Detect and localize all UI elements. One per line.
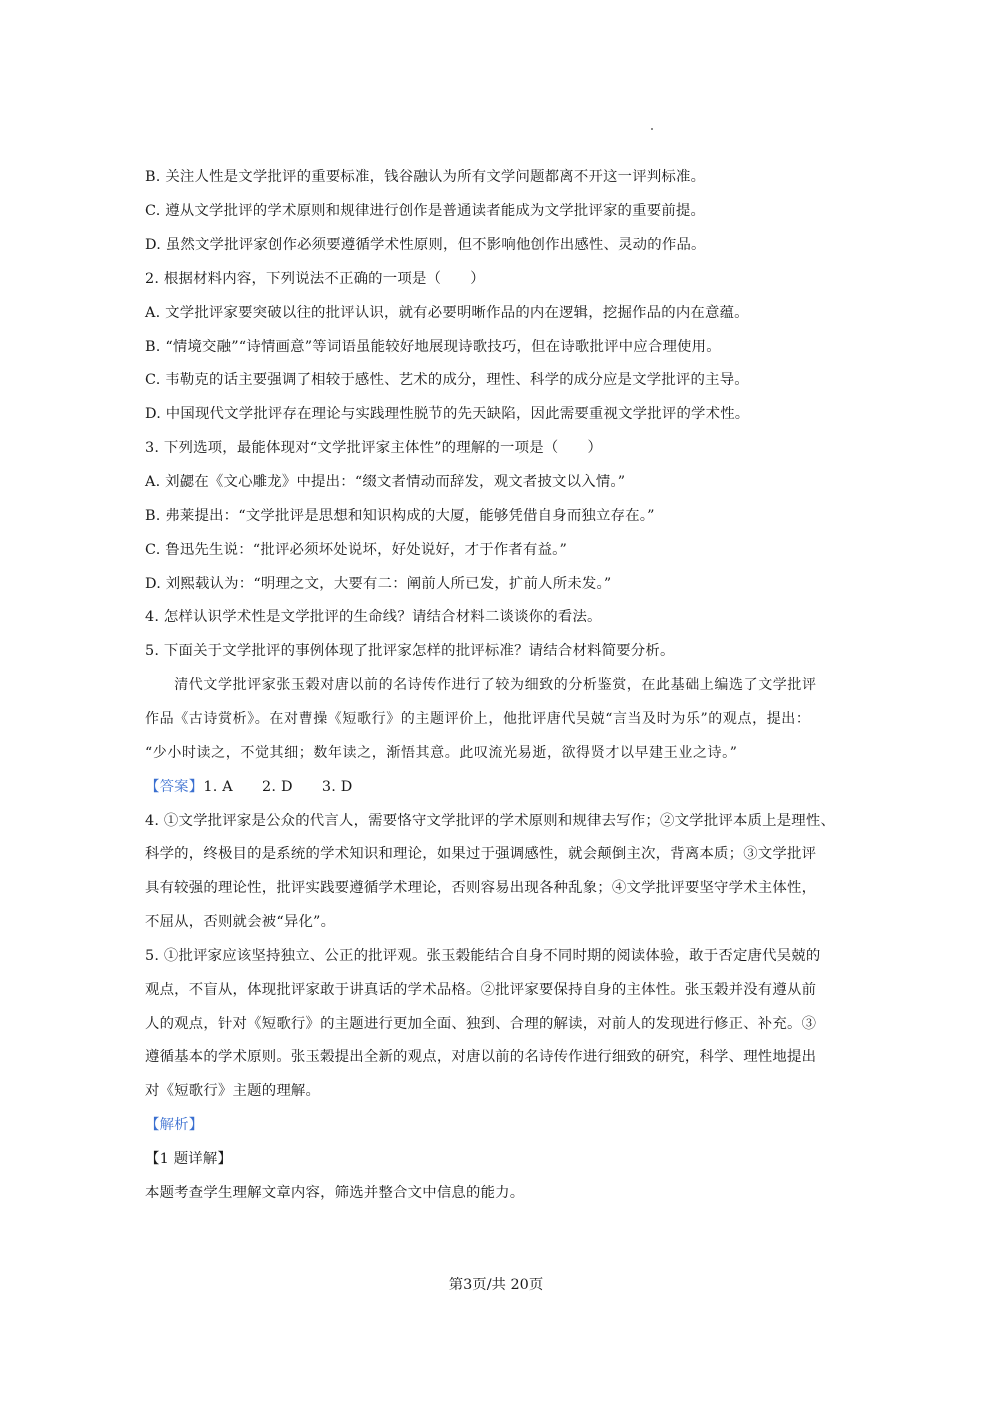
option-2b: B. “情境交融”“诗情画意”等词语虽能较好地展现诗歌技巧，但在诗歌批评中应合理使用。 (145, 339, 721, 355)
scan-speck (651, 128, 653, 130)
question-2: 2. 根据材料内容，下列说法不正确的一项是（ ） (145, 271, 485, 287)
question-4: 4. 怎样认识学术性是文学批评的生命线？请结合材料二谈谈你的看法。 (145, 609, 602, 625)
passage-line-1: 清代文学批评家张玉榖对唐以前的名诗传作进行了较为细致的分析鉴赏，在此基础上编选了文学批评 (145, 677, 817, 693)
answer-5-line-1: 5. ①批评家应该坚持独立、公正的批评观。张玉榖能结合自身不同时期的阅读体验，敢于否定唐代吴兢的 (145, 948, 821, 964)
passage-line-2: 作品《古诗赏析》。在对曹操《短歌行》的主题评价上，他批评唐代吴兢“言当及时为乐”的观点，提出： (145, 711, 811, 727)
detail-text: 本题考查学生理解文章内容，筛选并整合文中信息的能力。 (145, 1185, 525, 1201)
option-1b: B. 关注人性是文学批评的重要标准，钱谷融认为所有文学问题都离不开这一评判标准。 (145, 169, 706, 185)
option-1d: D. 虽然文学批评家创作必须要遵循学术性原则，但不影响他创作出感性、灵动的作品。 (145, 237, 706, 253)
passage-line-3: “少小时读之，不觉其细；数年读之，渐悟其意。此叹流光易逝，欲得贤才以早建王业之诗。” (145, 745, 738, 761)
option-3b: B. 弗莱提出：“文学批评是思想和知识构成的大厦，能够凭借自身而独立存在。” (145, 508, 655, 524)
option-2a: A. 文学批评家要突破以往的批评认识，就有必要明晰作品的内在逻辑，挖掘作品的内在意蕴。 (145, 305, 749, 321)
question-3: 3. 下列选项，最能体现对“文学批评家主体性”的理解的一项是（ ） (145, 440, 603, 456)
option-3d: D. 刘熙载认为：“明理之文，大要有二：阐前人所已发，扩前人所未发。” (145, 576, 612, 592)
answer-4-line-1: 4. ①文学批评家是公众的代言人，需要恪守文学批评的学术原则和规律去写作；②文学批评本质上是理性、 (145, 813, 836, 829)
answer-4-line-2: 科学的，终极目的是系统的学术知识和理论，如果过于强调感性，就会颠倒主次，背离本质；③文学批评 (145, 846, 817, 862)
detail-heading: 【1 题详解】 (145, 1151, 233, 1167)
option-2c: C. 韦勒克的话主要强调了相较于感性、艺术的成分，理性、科学的成分应是文学批评的主导。 (145, 372, 749, 388)
page-footer: 第3页/共 20页 (448, 1277, 544, 1293)
answer-5-line-5: 对《短歌行》主题的理解。 (145, 1083, 321, 1099)
option-1c: C. 遵从文学批评的学术原则和规律进行创作是普通读者能成为文学批评家的重要前提。 (145, 203, 706, 219)
answer-choices: 1. A 2. D 3. D (203, 779, 353, 795)
question-5: 5. 下面关于文学批评的事例体现了批评家怎样的批评标准？请结合材料简要分析。 (145, 643, 675, 659)
answer-row (145, 777, 857, 797)
answer-4-line-4: 不屈从，否则就会被“异化”。 (145, 914, 336, 930)
answer-tag: 【答案】 (145, 779, 204, 795)
option-3c: C. 鲁迅先生说：“批评必须坏处说坏，好处说好，才于作者有益。” (145, 542, 568, 558)
option-2d: D. 中国现代文学批评存在理论与实践理性脱节的先天缺陷，因此需要重视文学批评的学术性。 (145, 406, 750, 422)
answer-4-line-3: 具有较强的理论性，批评实践要遵循学术理论，否则容易出现各种乱象；④文学批评要坚守学术主体性， (145, 880, 817, 896)
answer-5-line-4: 遵循基本的学术原则。张玉榖提出全新的观点，对唐以前的名诗传作进行细致的研究，科学、理性地提出 (145, 1049, 817, 1065)
answer-5-line-3: 人的观点，针对《短歌行》的主题进行更加全面、独到、合理的解读，对前人的发现进行修正、补充。③ (145, 1016, 817, 1032)
answer-5-line-2: 观点，不盲从，体现批评家敢于讲真话的学术品格。②批评家要保持自身的主体性。张玉榖并没有遵从前 (145, 982, 817, 998)
analysis-tag: 【解析】 (145, 1117, 204, 1133)
option-3a: A. 刘勰在《文心雕龙》中提出：“缀文者情动而辞发，观文者披文以入情。” (145, 474, 626, 490)
